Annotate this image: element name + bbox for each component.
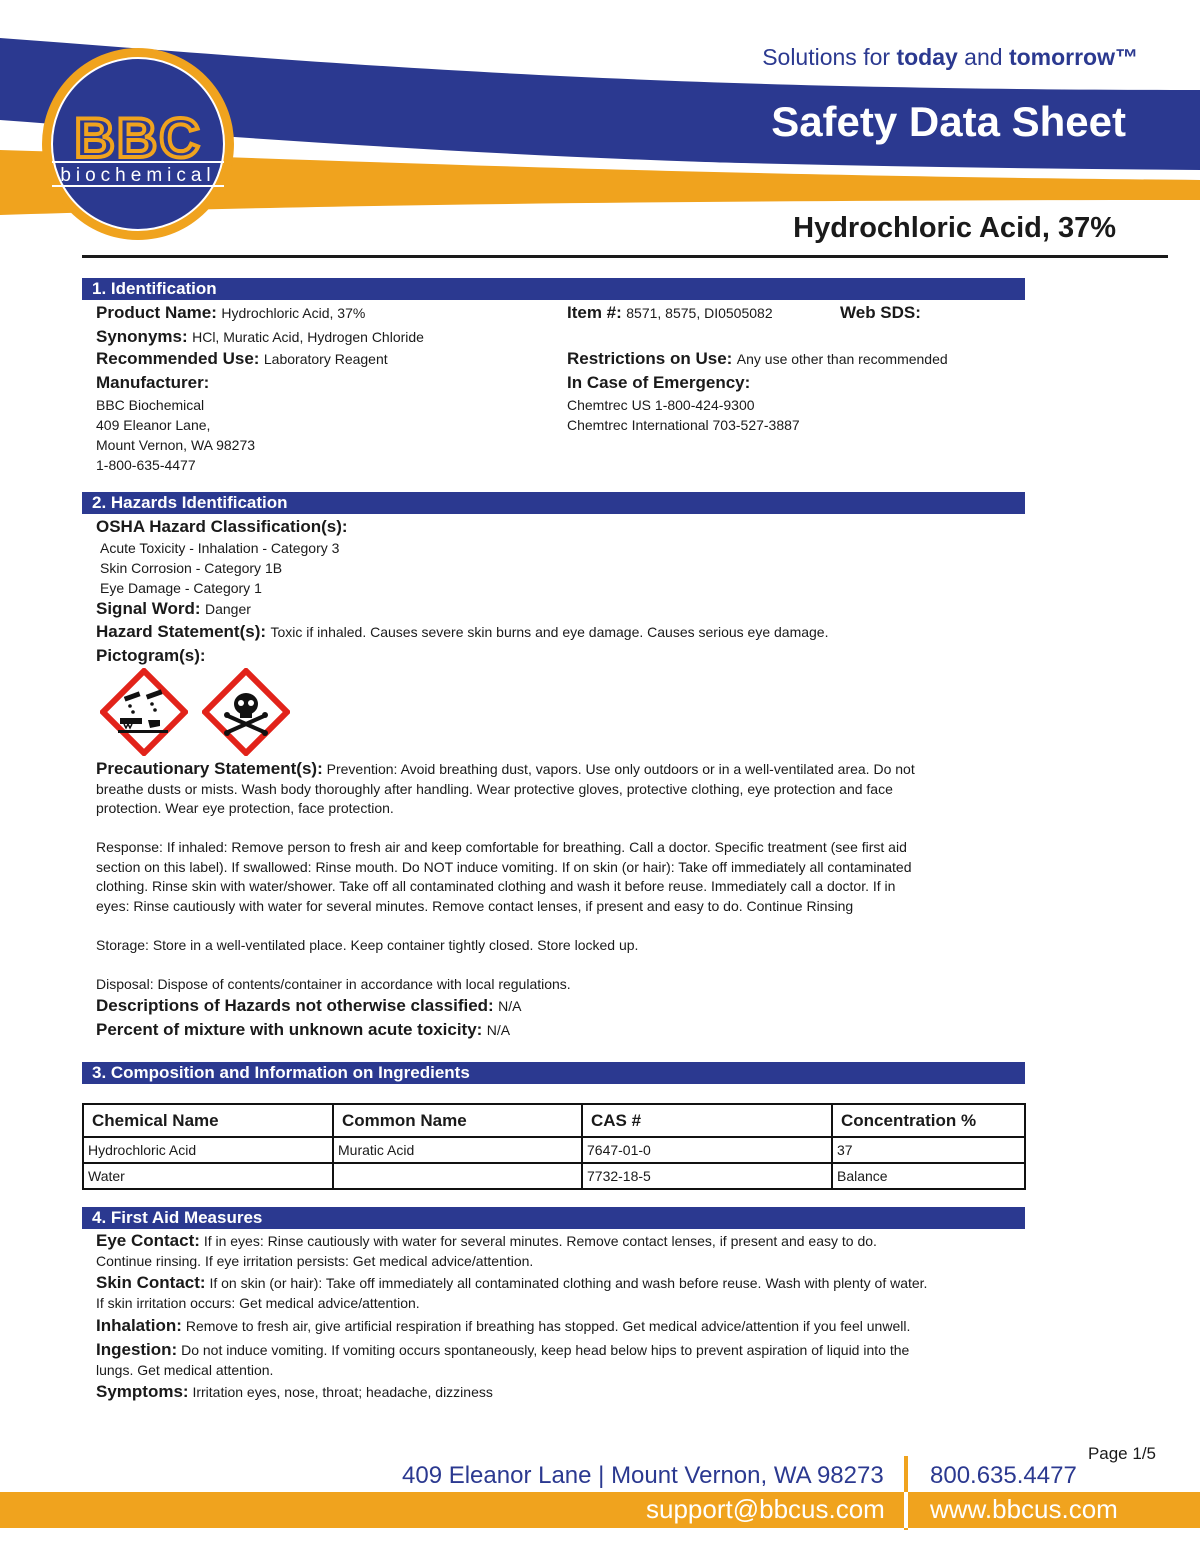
table-row <box>83 1163 1025 1189</box>
response-line: section on this label). If swallowed: Rinse mouth. Do NOT induce vomiting. If on skin (or hair): Take off immediately all contaminated <box>96 858 912 875</box>
logo-subtext: biochemical <box>60 165 216 186</box>
footer-phone: 800.635.4477 <box>930 1462 1077 1489</box>
manufacturer-line: 409 Eleanor Lane, <box>96 417 211 433</box>
manufacturer-line: Mount Vernon, WA 98273 <box>96 437 256 453</box>
manufacturer-label: Manufacturer: <box>96 373 210 392</box>
header-rule <box>82 255 1168 258</box>
precautionary-text: breathe dusts or mists. Wash body thoroughly after handling. Wear protective gloves, protective clothing, eye protection and face <box>96 780 893 797</box>
ingestion-label: Ingestion: <box>96 1340 178 1359</box>
eye-contact-text: If in eyes: Rinse cautiously with water for several minutes. Remove contact lenses, if present and easy to do. <box>203 1233 877 1249</box>
symptoms <box>96 1382 1026 1403</box>
web-sds-label: Web SDS: <box>840 303 921 322</box>
emergency-line: Chemtrec International 703-527-3887 <box>567 417 800 433</box>
osha-list <box>100 538 339 598</box>
page-number: Page 1/5 <box>1087 1444 1156 1463</box>
signal-word-row <box>96 599 251 619</box>
manufacturer-line: 1-800-635-4477 <box>96 457 196 473</box>
restrictions-row <box>567 349 948 369</box>
table-cell: Muratic Acid <box>333 1137 582 1163</box>
osha-item: Acute Toxicity - Inhalation - Category 3 <box>100 540 340 556</box>
osha-label: OSHA Hazard Classification(s): <box>96 517 348 536</box>
emergency-line: Chemtrec US 1-800-424-9300 <box>567 397 755 413</box>
column-header: CAS # <box>582 1104 832 1137</box>
table-cell <box>333 1163 582 1189</box>
manufacturer-address <box>96 395 255 475</box>
response-line: Response: If inhaled: Remove person to fresh air and keep comfortable for breathing. Call a doctor. Specific treatment (see first aid <box>96 839 907 855</box>
tagline: Solutions for today and tomorrow™ <box>762 44 1138 70</box>
section-4-header: 4. First Aid Measures <box>82 1207 1025 1229</box>
table-cell: 7647-01-0 <box>582 1137 832 1163</box>
skin-contact-text: If on skin (or hair): Take off immediately all contaminated clothing and wash before reuse. Wash with plenty of water. <box>209 1275 928 1291</box>
table-cell: Water <box>83 1163 333 1189</box>
skin-contact-label: Skin Contact: <box>96 1273 206 1292</box>
footer-email[interactable]: support@bbcus.com <box>646 1494 885 1524</box>
precautionary-text: Prevention: Avoid breathing dust, vapors. Use only outdoors or in a well-ventilated area. Do not <box>326 761 915 777</box>
emergency-label: In Case of Emergency: <box>567 373 751 392</box>
response-line: eyes: Rinse cautiously with water for several minutes. Remove contact lenses, if present and easy to do. Continue Rinsing <box>96 897 854 914</box>
skin-contact <box>96 1273 1026 1313</box>
signal-word-value: Danger <box>204 601 251 617</box>
table-row <box>83 1137 1025 1163</box>
precautionary-statement <box>96 759 1026 819</box>
skull-crossbones-icon <box>202 668 290 756</box>
recommended-use-label: Recommended Use: <box>96 349 260 368</box>
precautionary-label: Precautionary Statement(s): <box>96 759 323 778</box>
response-line: clothing. Rinse skin with water/shower. Take off all contaminated clothing and wash it before reuse. Immediately call a doctor. If in <box>96 878 896 894</box>
precautionary-text: protection. Wear eye protection, face protection. <box>96 800 394 816</box>
percent-label: Percent of mixture with unknown acute toxicity: <box>96 1020 483 1039</box>
section-1-header: 1. Identification <box>82 278 1025 300</box>
eye-contact <box>96 1231 1026 1271</box>
footer-website[interactable]: www.bbcus.com <box>930 1494 1118 1524</box>
table-header-row <box>83 1104 1025 1137</box>
restrictions-label: Restrictions on Use: <box>567 349 733 368</box>
section-3-header: 3. Composition and Information on Ingredients <box>82 1062 1025 1084</box>
synonyms-row <box>96 327 424 347</box>
descriptions-label: Descriptions of Hazards not otherwise classified: <box>96 996 494 1015</box>
table-cell: Balance <box>832 1163 1025 1189</box>
response-paragraph <box>96 838 1026 916</box>
composition-table <box>82 1103 1026 1190</box>
table-cell: Hydrochloric Acid <box>83 1137 333 1163</box>
manufacturer-line: BBC Biochemical <box>96 397 205 413</box>
logo-text: BBC <box>74 106 202 169</box>
restrictions-value: Any use other than recommended <box>736 351 948 367</box>
descriptions-value: N/A <box>498 998 522 1014</box>
column-header: Concentration % <box>832 1104 1025 1137</box>
footer-divider-lower <box>904 1492 908 1528</box>
footer-address: 409 Eleanor Lane | Mount Vernon, WA 98273 <box>402 1462 884 1489</box>
percent-value: N/A <box>486 1022 511 1038</box>
doc-type-title: Safety Data Sheet <box>771 98 1126 145</box>
hazard-statement-row <box>96 622 828 642</box>
section-2-header: 2. Hazards Identification <box>82 492 1025 514</box>
synonyms-label: Synonyms: <box>96 327 188 346</box>
osha-item: Eye Damage - Category 1 <box>100 580 262 596</box>
inhalation <box>96 1316 1026 1337</box>
table-cell: 37 <box>832 1137 1025 1163</box>
ingestion-text: lungs. Get medical attention. <box>96 1361 274 1378</box>
product-name-value: Hydrochloric Acid, 37% <box>221 305 366 321</box>
recommended-use-value: Laboratory Reagent <box>263 351 388 367</box>
hazard-statement-label: Hazard Statement(s): <box>96 622 267 641</box>
item-value: 8571, 8575, DI0505082 <box>626 305 773 321</box>
item-label: Item #: <box>567 303 622 322</box>
symptoms-text: Irritation eyes, nose, throat; headache, dizziness <box>192 1384 493 1400</box>
table-cell: 7732-18-5 <box>582 1163 832 1189</box>
inhalation-text: Remove to fresh air, give artificial respiration if breathing has stopped. Get medical advice/attention if you feel unwell. <box>185 1318 911 1334</box>
ingestion <box>96 1340 1026 1380</box>
product-name-row <box>96 303 365 323</box>
disposal-paragraph: Disposal: Dispose of contents/container in accordance with local regulations. <box>96 976 571 992</box>
hazard-statement-value: Toxic if inhaled. Causes severe skin burns and eye damage. Causes serious eye damage. <box>270 624 829 640</box>
descriptions-row <box>96 996 522 1016</box>
synonyms-value: HCl, Muratic Acid, Hydrogen Chloride <box>192 329 424 345</box>
emergency-contacts <box>567 395 800 435</box>
percent-row <box>96 1020 510 1040</box>
eye-contact-label: Eye Contact: <box>96 1231 200 1250</box>
symptoms-label: Symptoms: <box>96 1382 189 1401</box>
skin-contact-text: If skin irritation occurs: Get medical advice/attention. <box>96 1294 420 1311</box>
pictogram-label: Pictogram(s): <box>96 646 206 665</box>
item-row <box>567 303 773 323</box>
product-title: Hydrochloric Acid, 37% <box>793 212 1116 244</box>
corrosion-icon <box>100 668 188 756</box>
bbc-logo <box>38 44 238 244</box>
recommended-use-row <box>96 349 388 369</box>
inhalation-label: Inhalation: <box>96 1316 182 1335</box>
column-header: Common Name <box>333 1104 582 1137</box>
signal-word-label: Signal Word: <box>96 599 201 618</box>
ingestion-text: Do not induce vomiting. If vomiting occurs spontaneously, keep head below hips to prevent aspiration of liquid into the <box>181 1342 910 1358</box>
product-name-label: Product Name: <box>96 303 217 322</box>
osha-item: Skin Corrosion - Category 1B <box>100 560 283 576</box>
eye-contact-text: Continue rinsing. If eye irritation persists: Get medical advice/attention. <box>96 1252 534 1269</box>
column-header: Chemical Name <box>83 1104 333 1137</box>
storage-paragraph: Storage: Store in a well-ventilated place. Keep container tightly closed. Store locked up. <box>96 937 639 953</box>
